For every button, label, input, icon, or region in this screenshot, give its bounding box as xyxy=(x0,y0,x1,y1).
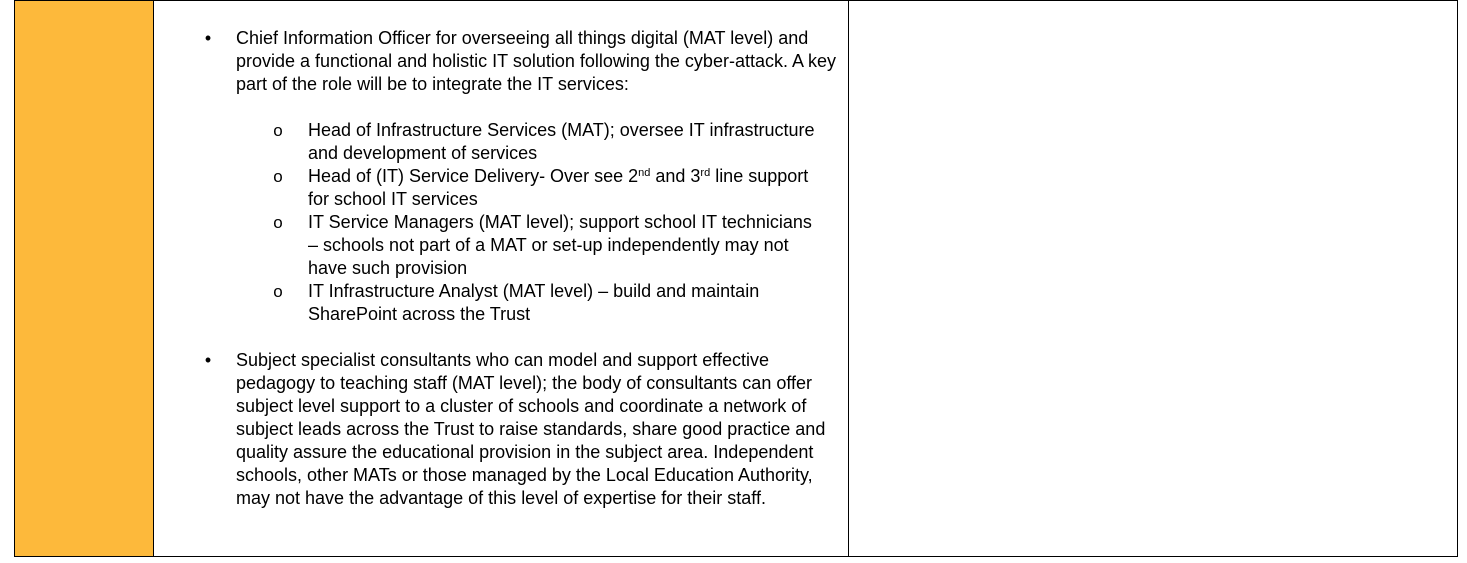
superscript: rd xyxy=(700,167,711,179)
sub-item-text: Head of Infrastructure Services (MAT); oversee IT infrastructure and development of services xyxy=(308,120,815,163)
document-table xyxy=(14,0,1458,557)
sub-item-infrastructure xyxy=(154,119,848,165)
bullet-item-consultants xyxy=(154,349,848,510)
sub-marker: o xyxy=(273,167,283,186)
content-cell xyxy=(154,1,849,557)
sub-marker: o xyxy=(273,121,283,140)
sub-item-text-part: and 3 xyxy=(650,166,701,186)
sub-marker: o xyxy=(273,282,283,301)
sub-item-text-part: Head of (IT) Service Delivery- Over see 2 xyxy=(308,166,639,186)
table-row xyxy=(15,1,1458,557)
bullet-item-cio xyxy=(154,27,848,96)
sub-item-text xyxy=(308,166,808,209)
empty-cell xyxy=(849,1,1458,557)
document-table-wrapper xyxy=(14,0,1458,557)
sub-item-infrastructure-analyst xyxy=(154,280,848,326)
content-body xyxy=(154,1,848,510)
bullet-text: Chief Information Officer for overseeing all things digital (MAT level) and provide a functional and holistic IT solution following the cyber-attack. A key part of the role will be to integrate the IT services: xyxy=(236,28,837,94)
sub-item-text: IT Service Managers (MAT level); support school IT technicians – schools not part of a MAT or set-up independently may not have such provision xyxy=(308,212,812,278)
spacer xyxy=(154,326,848,349)
bullet-marker: • xyxy=(204,350,212,370)
sub-marker: o xyxy=(273,213,283,232)
sub-item-text-part: line support for school IT services xyxy=(308,166,809,209)
sub-item-service-delivery xyxy=(154,165,848,211)
bullet-text: Subject specialist consultants who can model and support effective pedagogy to teaching staff (MAT level); the body of consultants can offer subject level support to a cluster of schools and coordinate a network of subject leads across the Trust to raise standards, share good practice and quality assure the educational provision in the subject area. Independent schools, other MATs or those managed by the Local Education Authority, may not have the advantage of this level of expertise for their staff. xyxy=(236,350,826,508)
sub-item-service-managers xyxy=(154,211,848,280)
superscript: nd xyxy=(638,167,651,179)
sub-item-text: IT Infrastructure Analyst (MAT level) – build and maintain SharePoint across the Trust xyxy=(308,281,760,324)
bullet-marker: • xyxy=(204,28,212,48)
sub-list xyxy=(154,119,848,326)
accent-cell xyxy=(15,1,154,557)
